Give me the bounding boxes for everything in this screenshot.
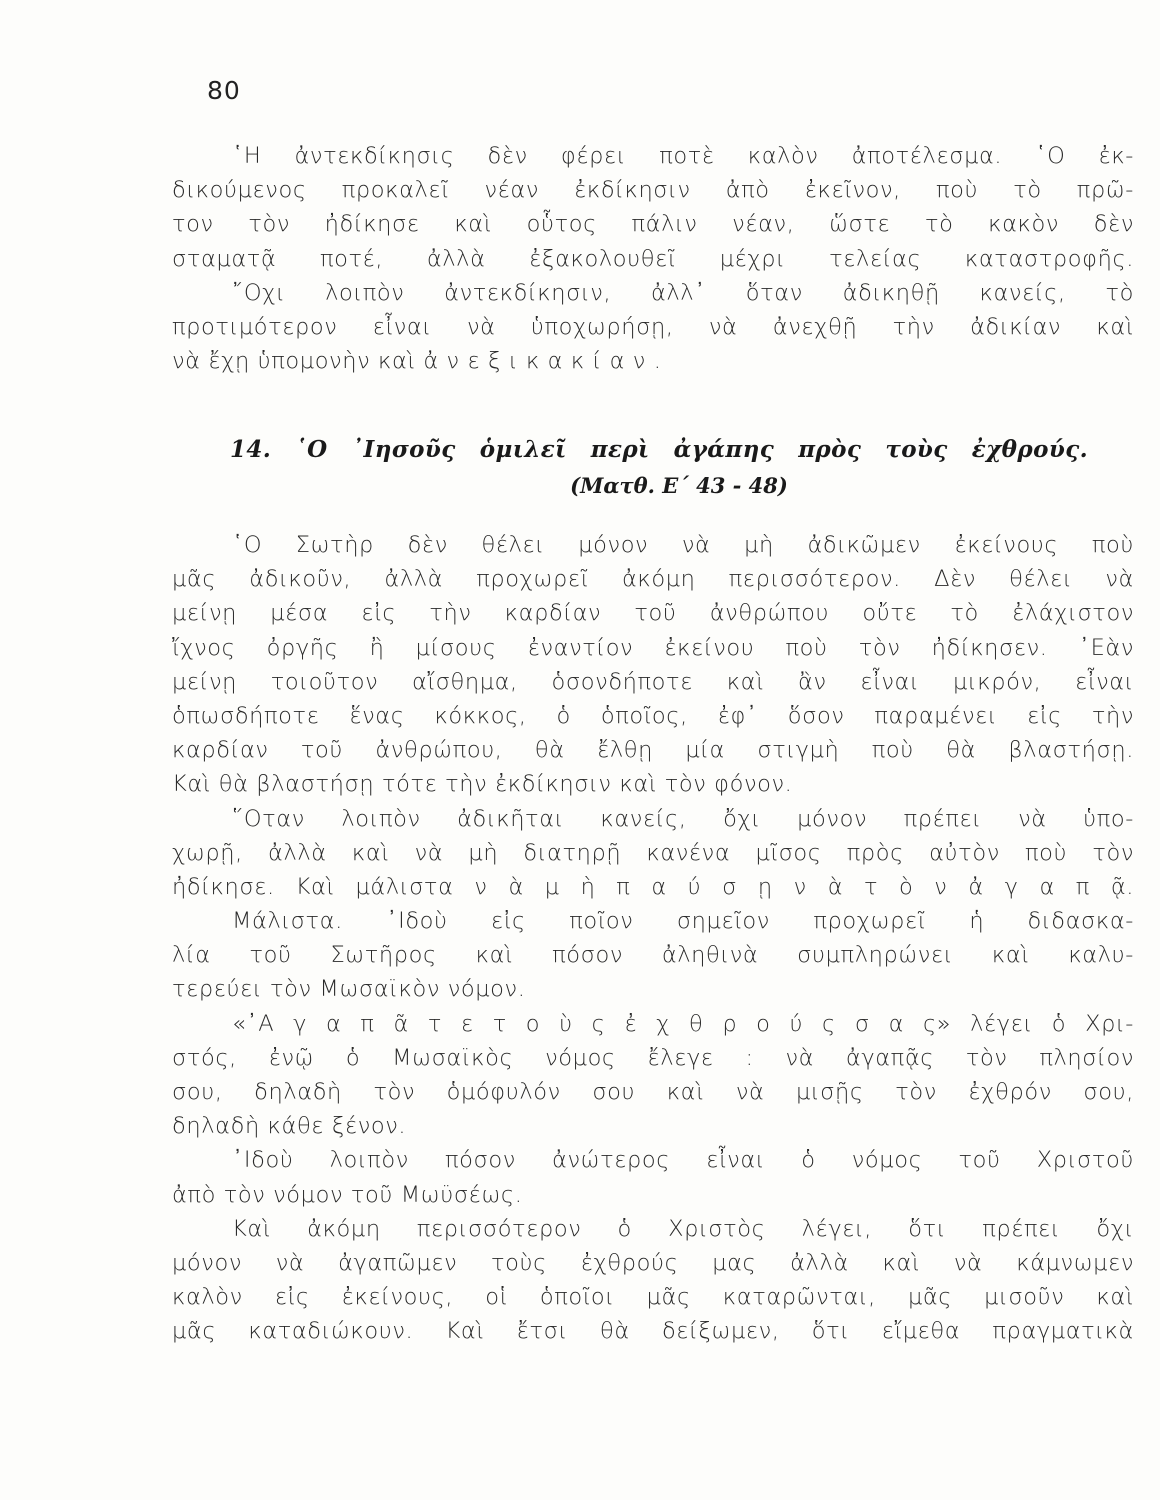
text-line: ὁπωσδήποτε ἕνας κόκκος, ὁ ὁποῖος, ἐφ᾽ ὅσον παραμένει εἰς τὴν [172,702,1134,729]
text-line: μείνῃ μέσα εἰς τὴν καρδίαν τοῦ ἀνθρώπου οὔτε τὸ ἐλάχιστον [172,600,1134,627]
text-line: στός, ἐνῷ ὁ Μωσαϊκὸς νόμος ἔλεγε : νὰ ἀγαπᾷς τὸν πλησίον [172,1044,1134,1071]
text-line: σταματᾷ ποτέ, ἀλλὰ ἐξακολουθεῖ μέχρι τελείας καταστροφῆς. [172,245,1134,272]
text-line: προτιμότερον εἶναι νὰ ὑποχωρήσῃ, νὰ ἀνεχθῇ τὴν ἀδικίαν καὶ [172,313,1134,340]
text-line: τερεύει τὸν Μωσαϊκὸν νόμον. [172,976,526,1003]
text-line: ῾Η ἀντεκδίκησις δὲν φέρει ποτὲ καλὸν ἀποτέλεσμα. ῾Ο ἐκ- [232,143,1134,169]
text-line: μείνῃ τοιοῦτον αἴσθημα, ὁσονδήποτε καὶ ἂν εἶναι μικρόν, εἶναι [172,668,1134,695]
section-heading [230,432,1088,504]
text-line: καρδίαν τοῦ ἀνθρώπου, θὰ ἔλθῃ μία στιγμὴ ποὺ θὰ βλαστήσῃ. [172,737,1134,764]
text-line: «᾽Α γ α π ᾶ τ ε τ ο ὺ ς ἐ χ θ ρ ο ύ ς σ α ς» λέγει ὁ Χρι- [232,1010,1134,1037]
scripture-reference: (Ματθ. Ε΄ 43 - 48) [570,473,788,498]
text-line: ἠδίκησε. Καὶ μάλιστα ν ὰ μ ὴ π α ύ σ ῃ ν ὰ τ ὸ ν ἀ γ α π ᾷ. [172,873,1134,900]
page-number: 80 [207,76,241,105]
text-line: Μάλιστα. ᾽Ιδοὺ εἰς ποῖον σημεῖον προχωρεῖ ἡ διδασκα- [232,908,1134,935]
text-line: δικούμενος προκαλεῖ νέαν ἐκδίκησιν ἀπὸ ἐκεῖνον, ποὺ τὸ πρῶ- [172,177,1134,204]
section-title: 14. ῾Ο ᾽Ιησοῦς ὁμιλεῖ περὶ ἀγάπης πρὸς τοὺς ἐχθρούς. [230,436,1088,463]
text-line: τον τὸν ἠδίκησε καὶ οὗτος πάλιν νέαν, ὥστε τὸ κακὸν δὲν [172,211,1134,238]
text-line: ᾽Ιδοὺ λοιπὸν πόσον ἀνώτερος εἶναι ὁ νόμος τοῦ Χριστοῦ [232,1147,1134,1174]
text-line: λία τοῦ Σωτῆρος καὶ πόσον ἀληθινὰ συμπληρώνει καὶ καλυ- [172,942,1134,969]
text-line: Καὶ θὰ βλαστήσῃ τότε τὴν ἐκδίκησιν καὶ τὸν φόνον. [172,771,793,798]
text-line: νὰ ἔχῃ ὑπομονὴν καὶ ἀ ν ε ξ ι κ α κ ί α ν . [172,348,662,375]
text-line: ῎Οχι λοιπὸν ἀντεκδίκησιν, ἀλλ᾽ ὅταν ἀδικηθῇ κανείς, τὸ [232,279,1134,306]
intro-text [172,139,1134,378]
text-line: Καὶ ἀκόμη περισσότερον ὁ Χριστὸς λέγει, ὅτι πρέπει ὄχι [232,1215,1134,1242]
text-line: μᾶς ἀδικοῦν, ἀλλὰ προχωρεῖ ἀκόμη περισσότερον. Δὲν θέλει νὰ [172,566,1134,593]
text-line: ῞Οταν λοιπὸν ἀδικῆται κανείς, ὄχι μόνον πρέπει νὰ ὑπο- [232,805,1134,832]
text-line: σου, δηλαδὴ τὸν ὁμόφυλόν σου καὶ νὰ μισῇς τὸν ἐχθρόν σου, [172,1079,1134,1105]
body-text [172,528,1134,1349]
text-line: ἀπὸ τὸν νόμον τοῦ Μωϋσέως. [172,1181,523,1208]
text-line: καλὸν εἰς ἐκείνους, οἱ ὁποῖοι μᾶς καταρῶνται, μᾶς μισοῦν καὶ [172,1284,1134,1311]
text-line: χωρῇ, ἀλλὰ καὶ νὰ μὴ διατηρῇ κανένα μῖσος πρὸς αὐτὸν ποὺ τὸν [172,839,1134,866]
text-line: μᾶς καταδιώκουν. Καὶ ἔτσι θὰ δείξωμεν, ὅτι εἴμεθα πραγματικὰ [172,1318,1134,1345]
text-line: μόνον νὰ ἀγαπῶμεν τοὺς ἐχθρούς μας ἀλλὰ καὶ νὰ κάμνωμεν [172,1249,1134,1276]
text-line: ῾Ο Σωτὴρ δὲν θέλει μόνον νὰ μὴ ἀδικῶμεν ἐκείνους ποὺ [232,532,1134,558]
text-line: δηλαδὴ κάθε ξένον. [172,1113,407,1140]
text-line: ἴχνος ὀργῆς ἢ μίσους ἐναντίον ἐκείνου ποὺ τὸν ἠδίκησεν. ᾽Εὰν [172,634,1134,661]
